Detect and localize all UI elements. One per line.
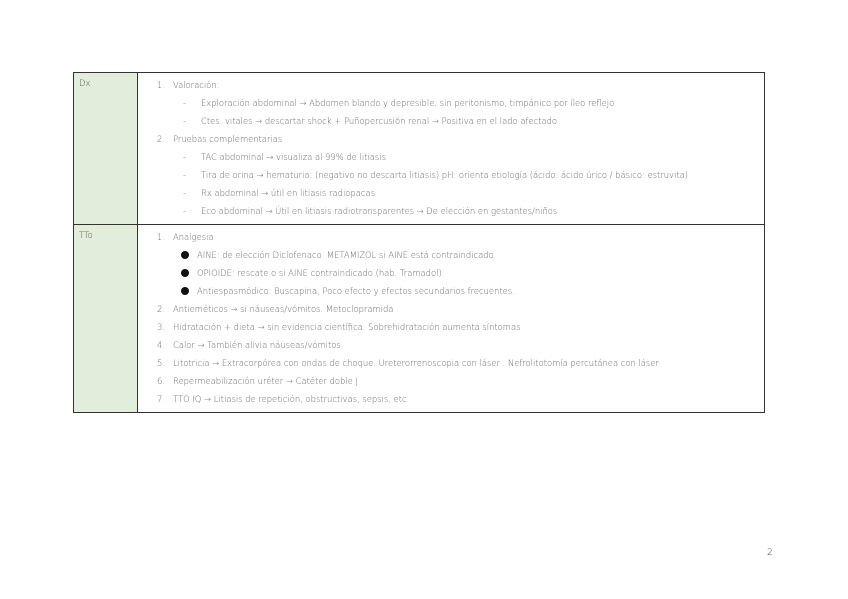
page-number: 2 <box>767 548 773 558</box>
list-item: 2. Pruebas complementarias <box>157 134 283 144</box>
bullet-icon <box>181 287 189 295</box>
sub-list-item: - Exploración abdominal → Abdomen blando y depresible, sin peritonismo, timpánico por íleo reflejo <box>183 98 615 108</box>
list-item: 5. Litotricia → Extracorpórea con ondas de choque. Ureterorrenoscopia con láser . Nefrolitotomía percutánea con láser <box>157 358 659 368</box>
row-content-tto <box>138 225 764 412</box>
list-item: 3. Hidratación + dieta → sin evidencia científica. Sobrehidratación aumenta síntomas <box>157 322 521 332</box>
bullet-icon <box>181 251 189 259</box>
sub-list-item: - Ctes. vitales → descartar shock + Puñopercusión renal → Positiva en el lado afectado <box>183 116 558 126</box>
sub-list-item: - Eco abdominal → Útil en litiasis radiotransparentes → De elección en gestantes/niños <box>183 206 558 216</box>
sub-list-item: - Rx abdominal → útil en litiasis radiopacas <box>183 188 375 198</box>
row-content-dx <box>138 73 764 224</box>
list-item: 1. Analgesia <box>157 232 214 242</box>
sub-list-item: - TAC abdominal → visualiza al 99% de litiasis <box>183 152 386 162</box>
bullet-item: Antiespasmódico: Buscapina, Poco efecto y efectos secundarios frecuentes. <box>147 282 758 300</box>
bullet-icon <box>181 269 189 277</box>
notes-table <box>73 72 765 413</box>
table-row-dx <box>74 73 764 225</box>
list-item: 6. Repermeabilización uréter → Catéter doble J <box>157 376 358 386</box>
list-item: 1. Valoración: <box>157 80 220 90</box>
list-item: 7. TTO IQ → Litiasis de repetición, obstructivas, sepsis, etc. <box>157 394 410 404</box>
list-item: 2. Antieméticos → si náuseas/vómitos. Metoclopramida <box>157 304 394 314</box>
table-row-tto <box>74 225 764 412</box>
sub-list-item: - Tira de orina → hematuria: (negativo no descarta litiasis) pH: orienta etiología (ácido: ácido úrico / básico: estruvita) <box>183 170 689 180</box>
list-item: 4. Calor → También alivia náuseas/vómitos <box>157 340 341 350</box>
bullet-item: OPIOIDE: rescate o si AINE contraindicado (hab. Tramadol). <box>147 264 758 282</box>
bullet-item: AINE: de elección Diclofenaco. METAMIZOL si AINE está contraindicado. <box>147 246 758 264</box>
row-label-tto: TTo <box>74 225 138 412</box>
row-label-dx: Dx <box>74 73 138 224</box>
